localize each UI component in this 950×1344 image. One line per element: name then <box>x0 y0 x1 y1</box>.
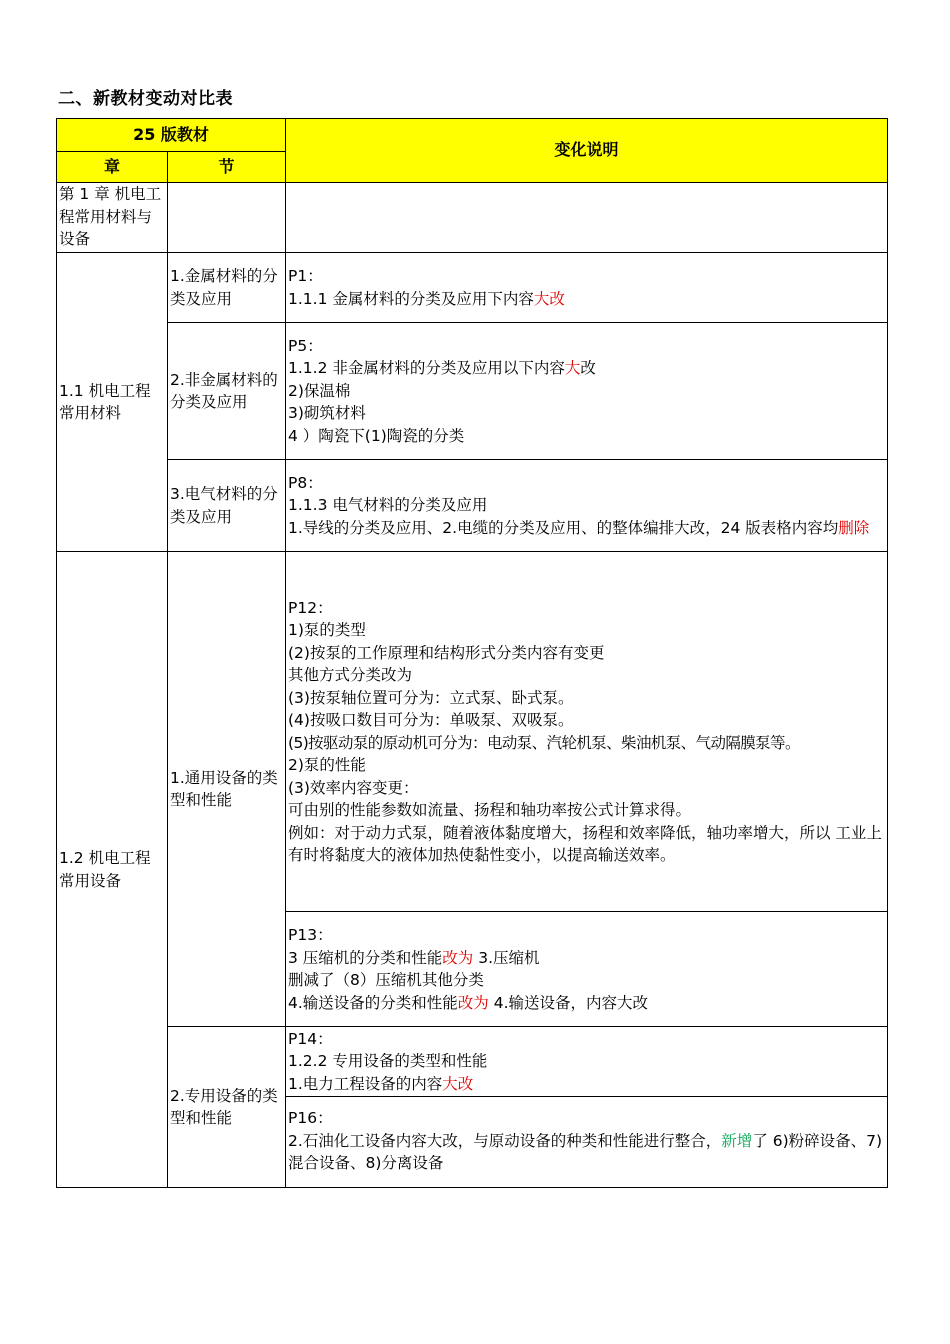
section-cell: 2.专用设备的类型和性能 <box>168 1027 286 1188</box>
change-line: 3 压缩机的分类和性能改为 3.压缩机 <box>288 948 540 967</box>
chapter-cell: 第 1 章 机电工程常用材料与设备 <box>57 183 168 253</box>
table-row <box>57 323 888 460</box>
change-cell <box>286 1027 888 1097</box>
page-ref: P1： <box>288 267 323 285</box>
page-title: 二、新教材变动对比表 <box>58 89 233 109</box>
table-row <box>57 1027 888 1097</box>
change-line: 可由别的性能参数如流量、扬程和轴功率按公式计算求得。 <box>288 801 692 819</box>
highlight-text: 改为 <box>442 948 474 967</box>
change-line: 4 ）陶瓷下(1)陶瓷的分类 <box>288 426 465 445</box>
change-line: 2.石油化工设备内容大改，与原动设备的种类和性能进行整合，新增了 6)粉碎设备、7)混合设备、8)分离设备 <box>288 1131 883 1172</box>
section-cell: 2.非金属材料的分类及应用 <box>168 323 286 460</box>
change-line: 4.输送设备的分类和性能改为 4.输送设备，内容大改 <box>288 993 649 1012</box>
table-row <box>57 460 888 552</box>
change-line: 1.1.3 电气材料的分类及应用 <box>288 496 488 515</box>
table-row <box>57 253 888 323</box>
change-cell <box>286 552 888 912</box>
change-line: (4)按吸口数目可分为：单吸泵、双吸泵。 <box>288 711 574 729</box>
change-line: 1.1.2 非金属材料的分类及应用以下内容大改 <box>288 359 596 378</box>
page-ref: P13： <box>288 926 333 944</box>
page-ref: P8： <box>288 473 323 492</box>
section-cell: 3.电气材料的分类及应用 <box>168 460 286 552</box>
change-cell <box>286 1097 888 1188</box>
header-chapter: 章 <box>57 152 168 183</box>
highlight-text: 大 <box>564 359 581 378</box>
change-line: 例如：对于动力式泵，随着液体黏度增大，扬程和效率降低，轴功率增大，所以 工业上有时将黏度大的液体加热使黏性变小，以提高输送效率。 <box>288 823 882 864</box>
change-cell <box>286 323 888 460</box>
page-ref: P14： <box>288 1029 333 1048</box>
page-ref: P16： <box>288 1109 333 1127</box>
section-cell <box>168 183 286 253</box>
header-change: 变化说明 <box>286 119 888 183</box>
highlight-text: 大改 <box>442 1074 474 1093</box>
section-cell: 1.金属材料的分类及应用 <box>168 253 286 323</box>
change-line: 删减了（8）压缩机其他分类 <box>288 971 484 989</box>
change-line: 3)砌筑材料 <box>288 404 366 423</box>
change-cell <box>286 183 888 253</box>
chapter-cell: 1.2 机电工程常用设备 <box>57 552 168 1188</box>
highlight-text: 大改 <box>533 289 565 308</box>
change-line: 1)泵的类型 <box>288 621 366 639</box>
change-line: 1.1.1 金属材料的分类及应用下内容大改 <box>288 289 565 308</box>
page-ref: P12： <box>288 598 333 617</box>
section-cell: 1.通用设备的类型和性能 <box>168 552 286 1027</box>
table-row <box>57 552 888 912</box>
chapter-cell: 1.1 机电工程常用材料 <box>57 253 168 552</box>
change-line: (3)按泵轴位置可分为：立式泵、卧式泵。 <box>288 688 574 707</box>
change-line: (2)按泵的工作原理和结构形式分类内容有变更 <box>288 643 605 662</box>
change-cell <box>286 460 888 552</box>
highlight-text: 改为 <box>457 993 489 1012</box>
change-line: 2)泵的性能 <box>288 756 366 774</box>
change-line: (5)按驱动泵的原动机可分为：电动泵、汽轮机泵、柴油机泵、气动隔膜泵等。 <box>288 733 800 752</box>
highlight-text: 删除 <box>838 518 870 537</box>
change-cell <box>286 253 888 323</box>
table-row <box>57 183 888 253</box>
change-line: 其他方式分类改为 <box>288 666 413 684</box>
change-cell <box>286 912 888 1027</box>
change-line: 2)保温棉 <box>288 381 351 400</box>
comparison-table <box>56 118 888 1188</box>
change-line: 1.导线的分类及应用、2.电缆的分类及应用、的整体编排大改，24 版表格内容均删除 <box>288 518 870 537</box>
highlight-text: 新增 <box>721 1131 753 1150</box>
page-ref: P5： <box>288 336 323 355</box>
change-line: (3)效率内容变更： <box>288 778 419 797</box>
header-edition: 25 版教材 <box>57 119 286 152</box>
change-line: 1.电力工程设备的内容大改 <box>288 1074 474 1093</box>
header-section: 节 <box>168 152 286 183</box>
change-line: 1.2.2 专用设备的类型和性能 <box>288 1052 488 1071</box>
